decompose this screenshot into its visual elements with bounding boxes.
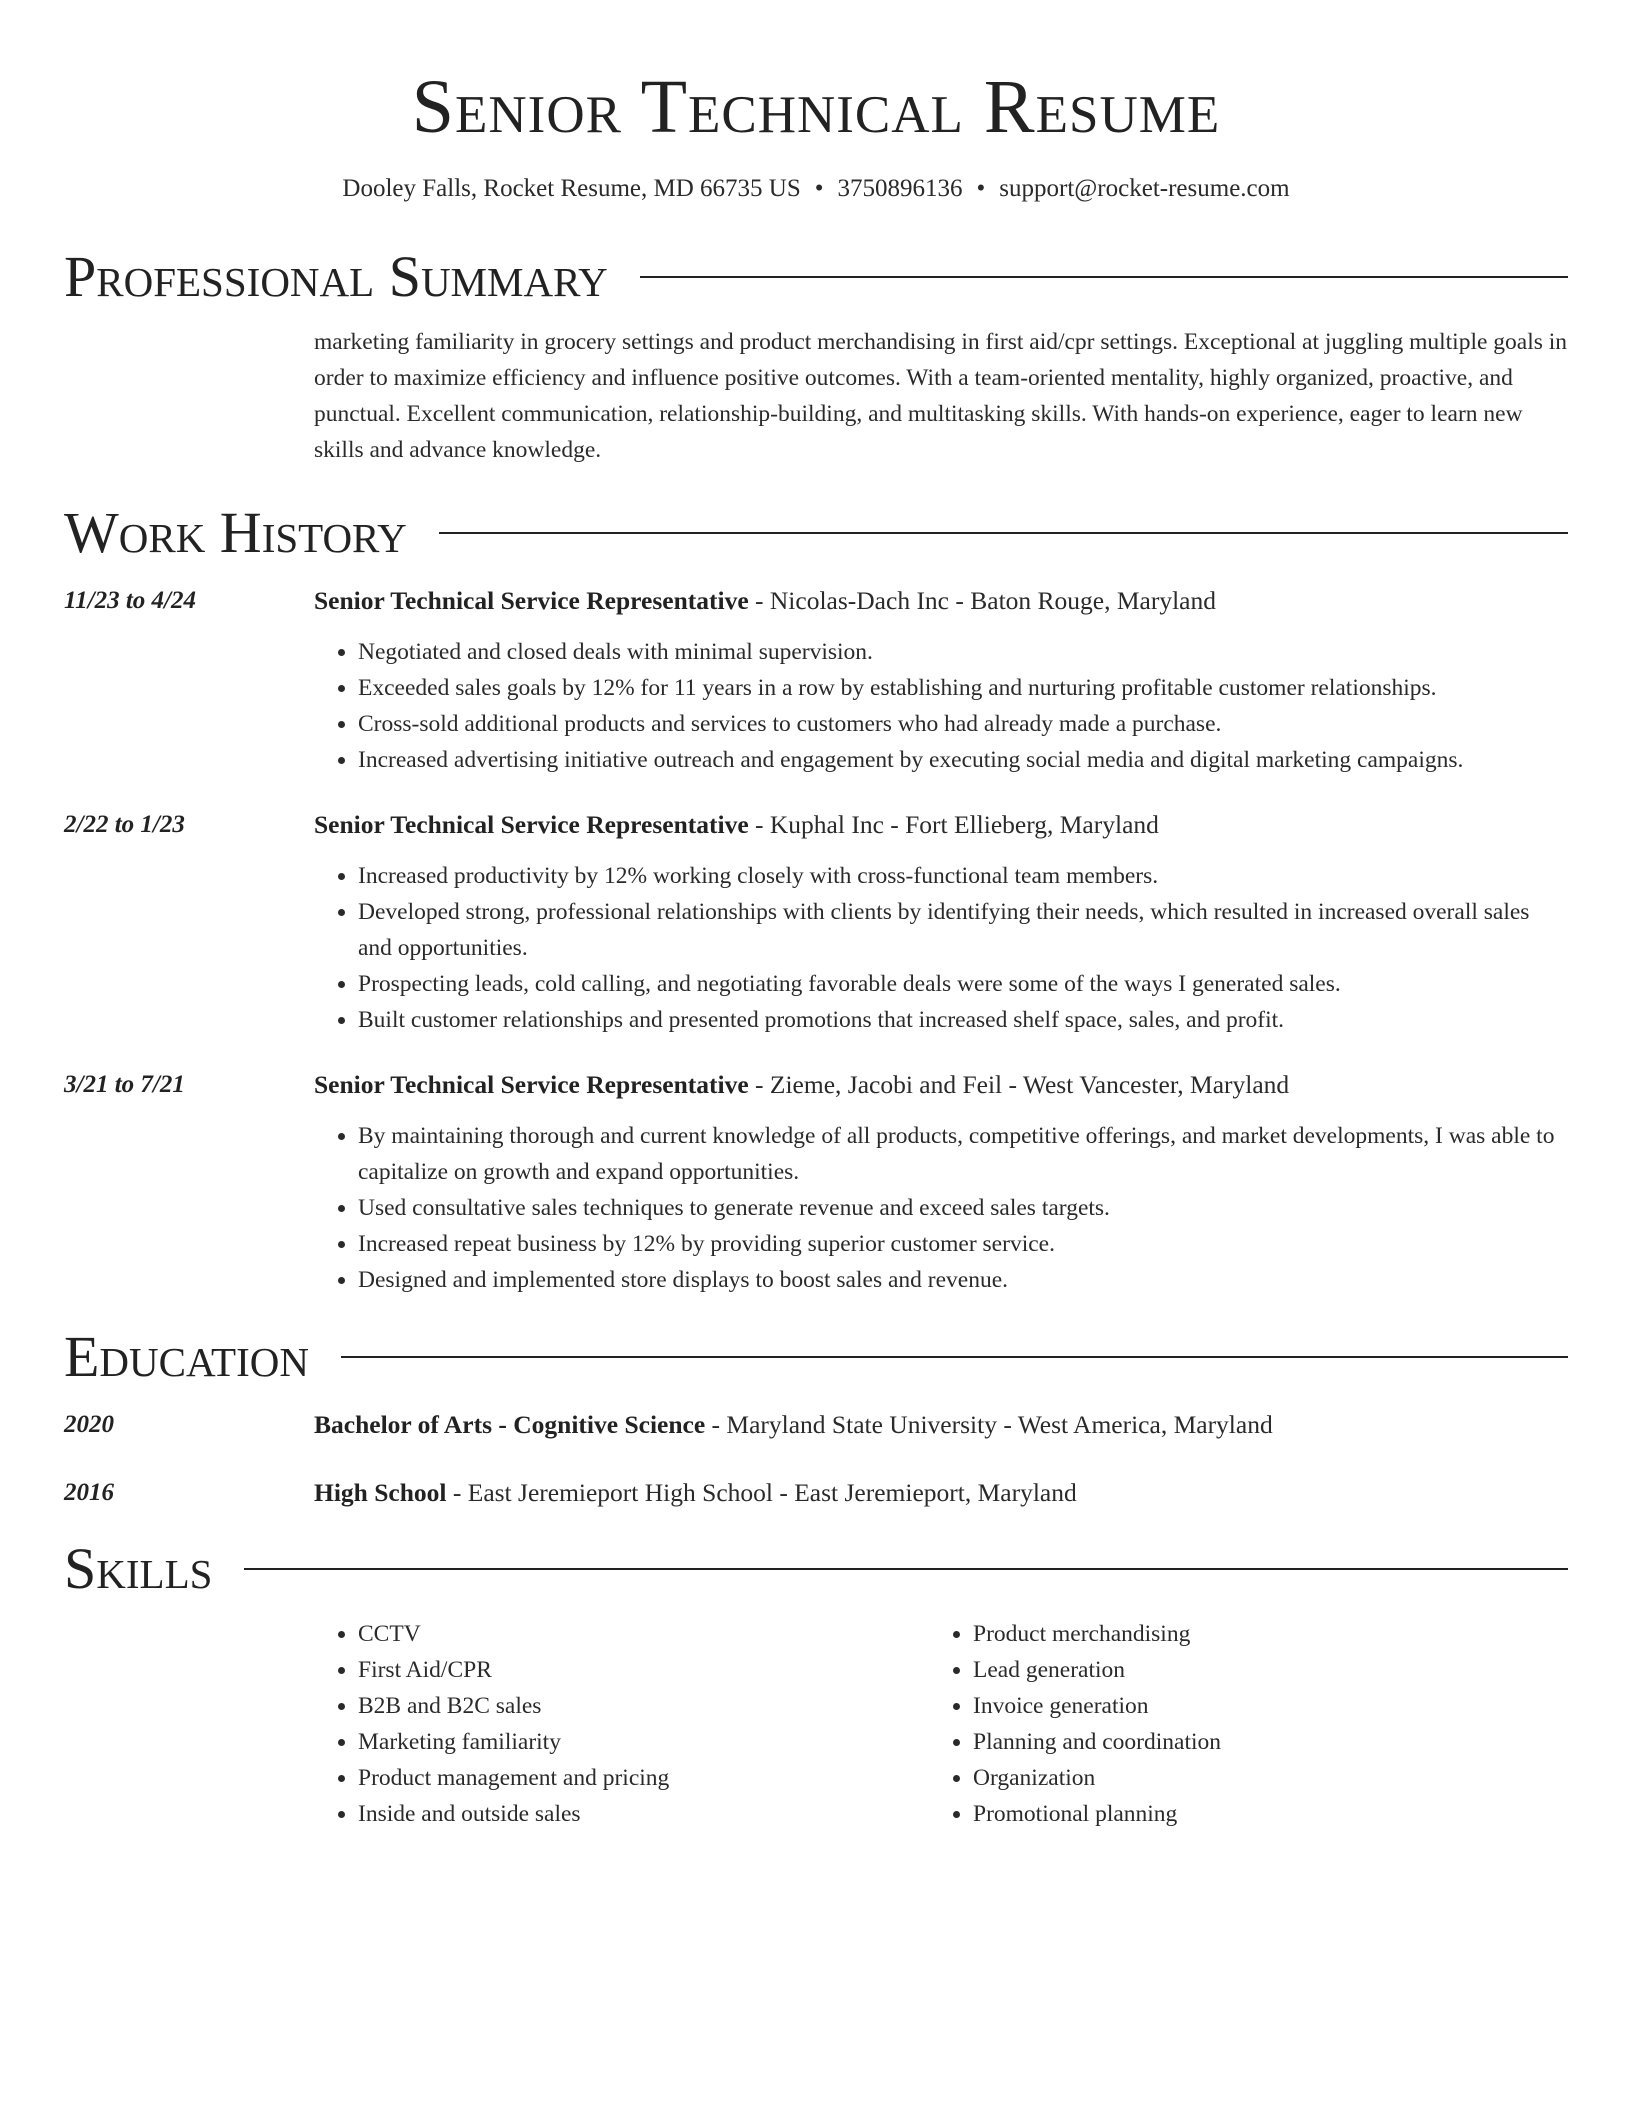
job-title: Senior Technical Service Representative xyxy=(314,810,749,839)
list-item: • Prospecting leads, cold calling, and negotiating favorable deals were some of the ways I generated sales. xyxy=(358,966,1568,1002)
summary-heading: Professional Summary xyxy=(64,244,608,309)
education-heading: Education xyxy=(64,1324,309,1389)
skill-item: • Product merchandising xyxy=(973,1616,1544,1652)
education-year: 2020 xyxy=(64,1411,114,1438)
list-item: • Negotiated and closed deals with minimal supervision. xyxy=(358,634,1568,670)
education-year: 2016 xyxy=(64,1479,114,1506)
list-item: • Increased advertising initiative outreach and engagement by executing social media and digital marketing campaigns. xyxy=(358,742,1568,778)
summary-text: marketing familiarity in grocery settings and product merchandising in first aid/cpr settings. Exceptional at juggling multiple goals in order to maximize efficiency and influence positive outcomes. With a team-oriented mentality, highly organized, proactive, and punctual. Excellent communication, relationship-building, and multitasking skills. With hands-on experience, eager to learn new skills and advance knowledge. xyxy=(314,329,1568,463)
list-item: • Increased productivity by 12% working closely with cross-functional team members. xyxy=(358,858,1568,894)
work-heading-line xyxy=(314,1068,1568,1102)
education-list xyxy=(64,1408,1568,1510)
education-entry-body xyxy=(314,1408,1568,1442)
work-dates: 3/21 to 7/21 xyxy=(64,1071,185,1098)
list-item: • Used consultative sales techniques to generate revenue and exceed sales targets. xyxy=(358,1190,1568,1226)
job-details: - Nicolas-Dach Inc - Baton Rouge, Maryland xyxy=(748,586,1216,615)
work-section-header xyxy=(64,498,1568,568)
contact-address: Dooley Falls, Rocket Resume, MD 66735 US xyxy=(342,175,801,202)
skill-item: • Inside and outside sales xyxy=(358,1796,929,1832)
resume-page xyxy=(64,0,1568,1832)
job-title: Senior Technical Service Representative xyxy=(314,586,749,615)
education-entry-body xyxy=(314,1476,1568,1510)
skill-item: • Marketing familiarity xyxy=(358,1724,929,1760)
work-heading: Work History xyxy=(64,500,407,565)
work-heading-line xyxy=(314,584,1568,618)
list-item: • Cross-sold additional products and services to customers who had already made a purchase. xyxy=(358,706,1568,742)
contact-email: support@rocket-resume.com xyxy=(999,175,1290,202)
list-item: • Developed strong, professional relationships with clients by identifying their needs, which resulted in increased overall sales and opportunities. xyxy=(358,894,1568,966)
skills-section-header xyxy=(64,1534,1568,1604)
school-details: - Maryland State University - West America, Maryland xyxy=(705,1410,1273,1439)
work-bullets xyxy=(314,858,1568,1038)
list-item: • By maintaining thorough and current knowledge of all products, competitive offerings, and market developments, I was able to capitalize on growth and expand opportunities. xyxy=(358,1118,1568,1190)
education-entry xyxy=(64,1476,1568,1510)
work-entry xyxy=(64,584,1568,778)
work-entry xyxy=(64,1068,1568,1298)
skill-item: • Promotional planning xyxy=(973,1796,1544,1832)
school-details: - East Jeremieport High School - East Jeremieport, Maryland xyxy=(446,1478,1077,1507)
work-history-list xyxy=(64,584,1568,1298)
degree-name: High School xyxy=(314,1478,447,1507)
list-item: • Designed and implemented store displays to boost sales and revenue. xyxy=(358,1262,1568,1298)
skill-item: • Organization xyxy=(973,1760,1544,1796)
job-details: - Zieme, Jacobi and Feil - West Vancester, Maryland xyxy=(748,1070,1290,1099)
section-divider xyxy=(439,532,1568,534)
section-divider xyxy=(341,1356,1568,1358)
list-item: • Increased repeat business by 12% by providing superior customer service. xyxy=(358,1226,1568,1262)
skill-item: • Planning and coordination xyxy=(973,1724,1544,1760)
work-dates: 11/23 to 4/24 xyxy=(64,587,196,614)
degree-name: Bachelor of Arts - Cognitive Science xyxy=(314,1410,706,1439)
job-details: - Kuphal Inc - Fort Ellieberg, Maryland xyxy=(748,810,1159,839)
work-entry-body xyxy=(314,584,1568,778)
education-heading-line xyxy=(314,1408,1568,1442)
skills-list-left xyxy=(314,1616,929,1832)
contact-line xyxy=(64,172,1568,206)
skills-list-right xyxy=(929,1616,1544,1832)
skills-heading: Skills xyxy=(64,1536,213,1601)
skill-item: • Invoice generation xyxy=(973,1688,1544,1724)
skill-item: • CCTV xyxy=(358,1616,929,1652)
skill-item: • Lead generation xyxy=(973,1652,1544,1688)
section-divider xyxy=(640,276,1568,278)
skill-item: • Product management and pricing xyxy=(358,1760,929,1796)
education-entry xyxy=(64,1408,1568,1442)
work-heading-line xyxy=(314,808,1568,842)
work-dates: 2/22 to 1/23 xyxy=(64,811,185,838)
list-item: • Built customer relationships and presented promotions that increased shelf space, sales, and profit. xyxy=(358,1002,1568,1038)
education-section-header xyxy=(64,1322,1568,1392)
contact-separator: • xyxy=(814,175,824,202)
resume-title: Senior Technical Resume xyxy=(411,65,1221,149)
work-entry-body xyxy=(314,1068,1568,1298)
section-divider xyxy=(244,1568,1568,1570)
work-bullets xyxy=(314,634,1568,778)
work-bullets xyxy=(314,1118,1568,1298)
work-entry-body xyxy=(314,808,1568,1038)
contact-separator: • xyxy=(976,175,986,202)
education-heading-line xyxy=(314,1476,1568,1510)
contact-phone: 3750896136 xyxy=(837,175,963,202)
list-item: • Exceeded sales goals by 12% for 11 years in a row by establishing and nurturing profitable customer relationships. xyxy=(358,670,1568,706)
job-title: Senior Technical Service Representative xyxy=(314,1070,749,1099)
summary-section-header xyxy=(64,242,1568,312)
skill-item: • First Aid/CPR xyxy=(358,1652,929,1688)
skills-columns xyxy=(314,1616,1568,1832)
skill-item: • B2B and B2C sales xyxy=(358,1688,929,1724)
work-entry xyxy=(64,808,1568,1038)
